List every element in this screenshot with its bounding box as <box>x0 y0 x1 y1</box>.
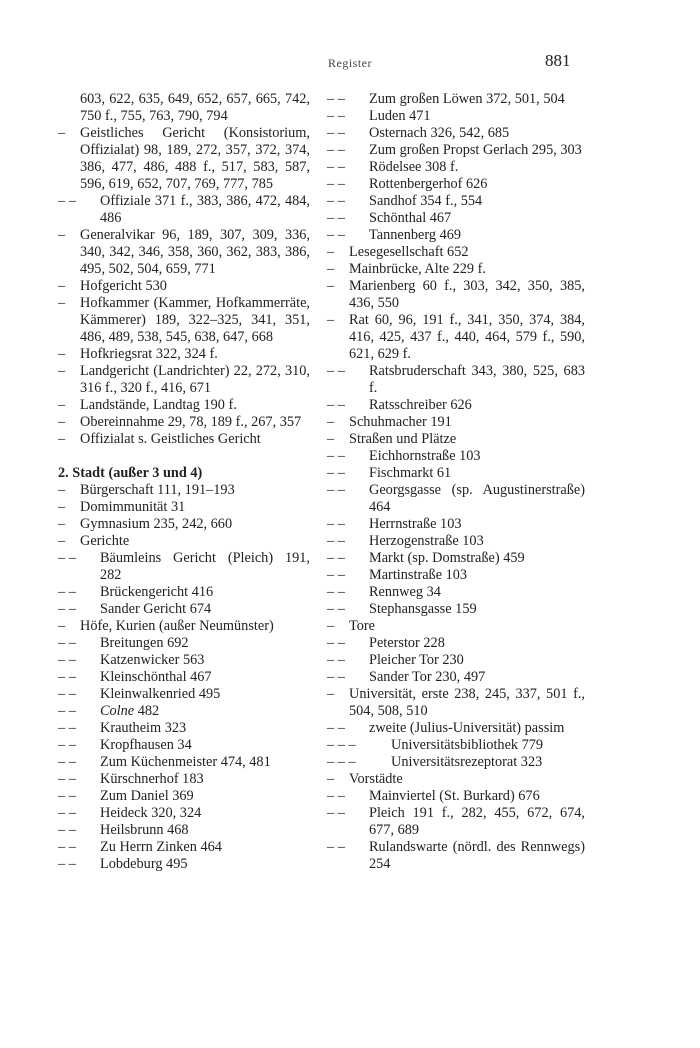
level-dash: – – – <box>327 754 356 770</box>
entry-text: 2. Stadt (außer 3 und 4) <box>58 465 203 481</box>
level-dash: – <box>58 499 66 515</box>
entry-text: Katzenwicker 563 <box>100 652 205 668</box>
level-dash: – – <box>327 720 345 736</box>
index-entry <box>327 227 585 244</box>
level-dash: – <box>327 686 335 702</box>
level-dash: – – <box>327 550 345 566</box>
index-entry <box>327 533 585 550</box>
entry-text: Mainbrücke, Alte 229 f. <box>349 261 486 277</box>
entry-text: Kleinwalkenried 495 <box>100 686 221 702</box>
page-number: 881 <box>545 51 571 70</box>
level-dash: – – – <box>327 737 356 753</box>
index-entry <box>58 193 310 227</box>
entry-text: Breitungen 692 <box>100 635 189 651</box>
entry-text: Zum großen Propst Gerlach 295, 303 <box>369 142 582 158</box>
entry-text: Gerichte <box>80 533 130 549</box>
index-entry <box>58 91 310 125</box>
entry-text: Generalvikar 96, 189, 307, 309, 336, 340, 342, 346, 358, 360, 362, 383, 386, 495, 502, 504, 659, 771 <box>80 227 310 277</box>
level-dash: – <box>327 312 335 328</box>
entry-text: 603, 622, 635, 649, 652, 657, 665, 742, 750 f., 755, 763, 790, 794 <box>80 91 310 124</box>
index-column-right <box>327 91 585 873</box>
level-dash: – <box>58 431 66 447</box>
level-dash: – – <box>58 839 76 855</box>
index-entry <box>327 278 585 312</box>
level-dash: – <box>327 261 335 277</box>
level-dash: – – <box>327 839 345 855</box>
level-dash: – – <box>58 771 76 787</box>
index-entry <box>327 108 585 125</box>
entry-text: Fischmarkt 61 <box>369 465 452 481</box>
index-entry <box>58 584 310 601</box>
index-column-left <box>58 91 310 873</box>
entry-text: Stephansgasse 159 <box>369 601 477 617</box>
entry-text: Pleich 191 f., 282, 455, 672, 674, 677, 689 <box>369 805 585 838</box>
entry-text: Bürgerschaft 111, 191–193 <box>80 482 235 498</box>
entry-text: Universitätsrezeptorat 323 <box>391 754 543 770</box>
index-entry <box>327 125 585 142</box>
level-dash: – – <box>58 805 76 821</box>
entry-text: Universitätsbibliothek 779 <box>391 737 544 753</box>
index-entry <box>58 686 310 703</box>
level-dash: – – <box>58 788 76 804</box>
index-entry <box>327 567 585 584</box>
running-header: Register <box>328 56 372 70</box>
level-dash: – – <box>58 193 76 209</box>
index-entry <box>327 720 585 737</box>
level-dash: – – <box>327 125 345 141</box>
entry-text: Luden 471 <box>369 108 431 124</box>
level-dash: – <box>58 346 66 362</box>
entry-text: Krautheim 323 <box>100 720 187 736</box>
index-entry <box>58 635 310 652</box>
level-dash: – <box>327 414 335 430</box>
entry-text: Rödelsee 308 f. <box>369 159 459 175</box>
index-entry <box>327 686 585 720</box>
index-entry <box>327 312 585 363</box>
entry-text: Zum großen Löwen 372, 501, 504 <box>369 91 565 107</box>
index-entry <box>327 91 585 108</box>
entry-text: Gymnasium 235, 242, 660 <box>80 516 233 532</box>
level-dash: – – <box>327 584 345 600</box>
entry-text: Offiziale 371 f., 383, 386, 472, 484, 486 <box>100 193 310 226</box>
index-entry <box>327 839 585 873</box>
entry-text: Peterstor 228 <box>369 635 445 651</box>
entry-text: Geistliches Gericht (Konsistorium, Offizialat) 98, 189, 272, 357, 372, 374, 386, 477, 486, 488 f., 517, 583, 587, 596, 619, 652, 707, 769, 777, 785 <box>80 125 310 192</box>
entry-text: Schönthal 467 <box>369 210 452 226</box>
level-dash: – – <box>327 516 345 532</box>
entry-text: Sander Tor 230, 497 <box>369 669 486 685</box>
level-dash: – – <box>327 601 345 617</box>
level-dash: – <box>327 618 335 634</box>
level-dash: – – <box>327 176 345 192</box>
level-dash: – <box>327 278 335 294</box>
level-dash: – <box>58 533 66 549</box>
index-entry <box>58 771 310 788</box>
index-entry <box>327 788 585 805</box>
entry-text: Zum Daniel 369 <box>100 788 194 804</box>
entry-text: Kleinschönthal 467 <box>100 669 212 685</box>
index-entry <box>58 737 310 754</box>
level-dash: – – <box>327 533 345 549</box>
entry-text: Marienberg 60 f., 303, 342, 350, 385, 436, 550 <box>349 278 585 311</box>
entry-text: Markt (sp. Domstraße) 459 <box>369 550 525 566</box>
level-dash: – – <box>327 448 345 464</box>
index-entry <box>327 210 585 227</box>
index-entry <box>58 720 310 737</box>
index-entry <box>327 465 585 482</box>
level-dash: – <box>58 227 66 243</box>
level-dash: – – <box>327 482 345 498</box>
level-dash: – – <box>58 669 76 685</box>
index-entry <box>58 482 310 499</box>
level-dash: – – <box>58 754 76 770</box>
index-entry <box>58 601 310 618</box>
index-entry <box>327 805 585 839</box>
index-entry <box>58 499 310 516</box>
index-entry <box>58 652 310 669</box>
entry-text: Obereinnahme 29, 78, 189 f., 267, 357 <box>80 414 302 430</box>
index-entry <box>58 363 310 397</box>
entry-text: Rulandswarte (nördl. des Rennwegs) 254 <box>369 839 585 872</box>
level-dash: – – <box>58 601 76 617</box>
index-entry <box>327 754 585 771</box>
index-entry <box>58 516 310 533</box>
level-dash: – – <box>327 805 345 821</box>
entry-text: Ratsschreiber 626 <box>369 397 472 413</box>
index-entry <box>58 788 310 805</box>
index-entry <box>327 261 585 278</box>
level-dash: – – <box>58 550 76 566</box>
index-entry <box>327 142 585 159</box>
entry-text: Offizialat s. Geistliches Gericht <box>80 431 261 447</box>
index-entry <box>58 227 310 278</box>
index-entry <box>58 822 310 839</box>
level-dash: – – <box>327 363 345 379</box>
index-entry <box>327 363 585 397</box>
level-dash: – <box>327 771 335 787</box>
entry-text: Herrnstraße 103 <box>369 516 462 532</box>
entry-text: Lesegesellschaft 652 <box>349 244 469 260</box>
entry-text: Zum Küchenmeister 474, 481 <box>100 754 271 770</box>
entry-text: Vorstädte <box>349 771 403 787</box>
index-entry <box>327 397 585 414</box>
entry-text: Pleicher Tor 230 <box>369 652 464 668</box>
entry-text: Mainviertel (St. Burkard) 676 <box>369 788 540 804</box>
index-entry <box>58 703 310 720</box>
entry-text: Straßen und Plätze <box>349 431 457 447</box>
index-entry <box>327 448 585 465</box>
level-dash: – – <box>327 193 345 209</box>
level-dash: – – <box>327 91 345 107</box>
entry-text: Hofkammer (Kammer, Hofkammerräte, Kämmerer) 189, 322–325, 341, 351, 486, 489, 538, 545, 638, 647, 668 <box>80 295 310 345</box>
entry-text: Tore <box>349 618 375 634</box>
level-dash: – – <box>58 720 76 736</box>
entry-text: Domimmunität 31 <box>80 499 186 515</box>
index-entry <box>58 805 310 822</box>
level-dash: – – <box>58 584 76 600</box>
index-entry <box>327 159 585 176</box>
level-dash: – – <box>58 703 76 719</box>
level-dash: – – <box>327 465 345 481</box>
entry-text: Rennweg 34 <box>369 584 441 600</box>
level-dash: – – <box>327 567 345 583</box>
index-entry <box>58 278 310 295</box>
level-dash: – – <box>58 686 76 702</box>
entry-text: Landstände, Landtag 190 f. <box>80 397 237 413</box>
index-entry <box>58 669 310 686</box>
index-entry <box>58 125 310 193</box>
index-entry <box>58 414 310 431</box>
level-dash: – <box>58 397 66 413</box>
entry-text: Brückengericht 416 <box>100 584 214 600</box>
level-dash: – – <box>327 227 345 243</box>
index-entry <box>327 176 585 193</box>
entry-text: Hofgericht 530 <box>80 278 167 294</box>
index-entry <box>58 618 310 635</box>
entry-text: Kürschnerhof 183 <box>100 771 204 787</box>
level-dash: – <box>58 125 66 141</box>
entry-text: Rat 60, 96, 191 f., 341, 350, 374, 384, 416, 425, 437 f., 440, 464, 579 f., 590, 621, 629 f. <box>349 312 585 362</box>
entry-text: zweite (Julius-Universität) passim <box>369 720 565 736</box>
level-dash: – – <box>58 856 76 872</box>
level-dash: – <box>58 363 66 379</box>
index-entry <box>58 431 310 448</box>
entry-text: Sander Gericht 674 <box>100 601 212 617</box>
level-dash: – <box>58 618 66 634</box>
index-entry <box>58 754 310 771</box>
index-entry <box>58 397 310 414</box>
entry-text: Höfe, Kurien (außer Neumünster) <box>80 618 274 634</box>
index-entry <box>327 618 585 635</box>
index-entry <box>327 244 585 261</box>
level-dash: – – <box>327 669 345 685</box>
entry-text: Kropfhausen 34 <box>100 737 192 753</box>
entry-italic-term: Colne <box>100 703 135 719</box>
index-entry <box>327 652 585 669</box>
index-entry <box>58 533 310 550</box>
level-dash: – – <box>327 210 345 226</box>
level-dash: – <box>58 516 66 532</box>
entry-text: Ratsbruderschaft 343, 380, 525, 683 f. <box>369 363 585 396</box>
index-entry <box>327 635 585 652</box>
entry-text: Landgericht (Landrichter) 22, 272, 310, 316 f., 320 f., 416, 671 <box>80 363 310 396</box>
entry-text: Rottenbergerhof 626 <box>369 176 488 192</box>
entry-text: Lobdeburg 495 <box>100 856 188 872</box>
level-dash: – – <box>327 108 345 124</box>
entry-text: 482 <box>134 703 160 719</box>
entry-text: Universität, erste 238, 245, 337, 501 f., 504, 508, 510 <box>349 686 585 719</box>
index-entry <box>327 584 585 601</box>
level-dash: – <box>58 482 66 498</box>
index-entry <box>327 771 585 788</box>
index-entry <box>327 669 585 686</box>
level-dash: – – <box>327 159 345 175</box>
index-entry <box>58 839 310 856</box>
entry-text: Herzogenstraße 103 <box>369 533 484 549</box>
index-entry <box>58 550 310 584</box>
index-entry <box>327 516 585 533</box>
entry-text: Zu Herrn Zinken 464 <box>100 839 222 855</box>
index-entry <box>327 550 585 567</box>
level-dash: – – <box>327 397 345 413</box>
level-dash: – – <box>58 652 76 668</box>
level-dash: – – <box>58 737 76 753</box>
section-heading <box>58 465 310 482</box>
entry-text: Heideck 320, 324 <box>100 805 202 821</box>
level-dash: – – <box>327 788 345 804</box>
entry-text: Osternach 326, 542, 685 <box>369 125 510 141</box>
index-entry <box>58 295 310 346</box>
entry-text: Schuhmacher 191 <box>349 414 452 430</box>
level-dash: – <box>327 244 335 260</box>
entry-text: Hofkriegsrat 322, 324 f. <box>80 346 218 362</box>
entry-text: Georgsgasse (sp. Augustinerstraße) 464 <box>369 482 585 515</box>
level-dash: – – <box>58 635 76 651</box>
index-entry <box>327 482 585 516</box>
level-dash: – <box>58 414 66 430</box>
entry-text: Eichhornstraße 103 <box>369 448 481 464</box>
level-dash: – <box>58 278 66 294</box>
index-entry <box>327 431 585 448</box>
index-entry <box>327 737 585 754</box>
index-entry <box>327 601 585 618</box>
index-entry <box>327 414 585 431</box>
entry-text: Tannenberg 469 <box>369 227 462 243</box>
entry-text: Heilsbrunn 468 <box>100 822 189 838</box>
level-dash: – – <box>58 822 76 838</box>
index-entry <box>58 346 310 363</box>
level-dash: – – <box>327 652 345 668</box>
entry-text: Martinstraße 103 <box>369 567 468 583</box>
level-dash: – <box>327 431 335 447</box>
index-entry <box>327 193 585 210</box>
entry-text: Sandhof 354 f., 554 <box>369 193 483 209</box>
level-dash: – – <box>327 635 345 651</box>
entry-text: Bäumleins Gericht (Pleich) 191, 282 <box>100 550 310 583</box>
level-dash: – – <box>327 142 345 158</box>
index-entry <box>58 856 310 873</box>
level-dash: – <box>58 295 66 311</box>
